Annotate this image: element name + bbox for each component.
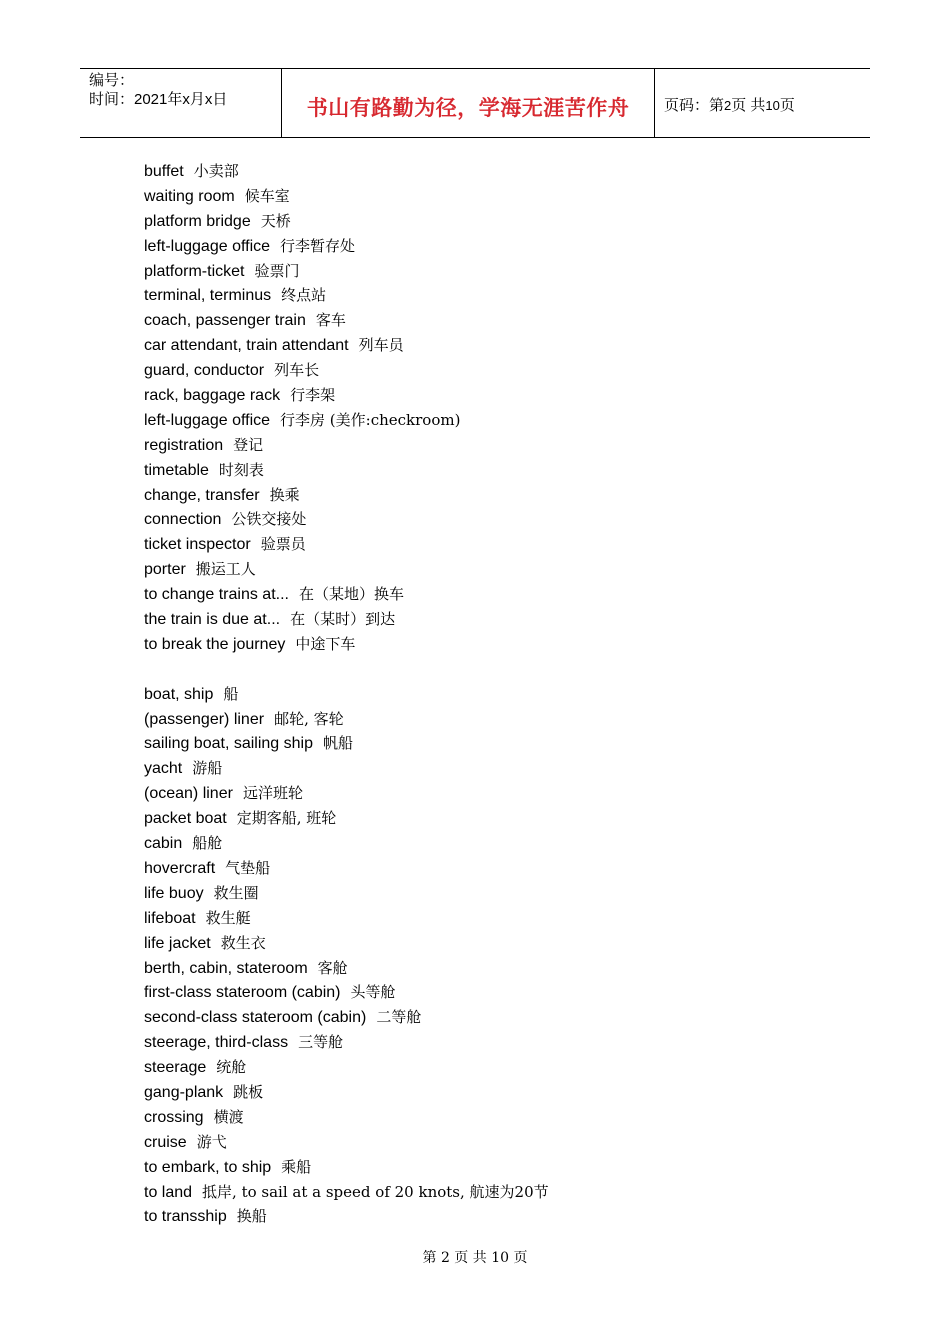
chinese-translation: 换船 [236,1207,267,1226]
rail-vocabulary-section [144,159,549,657]
chinese-translation: 统舱 [216,1058,247,1077]
page-prefix: 页码：第 [664,97,725,114]
chinese-translation: 乘船 [281,1157,312,1176]
chinese-translation: 二等舱 [376,1008,422,1027]
english-term: coach, passenger train [144,312,306,330]
english-term: crossing [144,1108,204,1126]
chinese-translation: 救生衣 [220,933,266,952]
page-total: 10 [765,98,780,113]
vocabulary-entry [144,931,549,956]
chinese-translation: 救生圈 [213,883,259,902]
chinese-translation: 换乘 [269,485,300,504]
vocabulary-entry [144,682,549,707]
vocabulary-entry [144,1105,549,1130]
english-term: change, transfer [144,486,260,504]
header-motto-cell [282,69,655,137]
english-term: rack, baggage rack [144,387,281,405]
chinese-translation: 行李架 [290,386,336,405]
vocabulary-entry [144,557,549,582]
section-gap [144,657,549,682]
english-term: to change trains at... [144,586,289,604]
chinese-translation: 在（某地）换车 [298,585,404,604]
chinese-translation: 公铁交接处 [231,510,307,529]
chinese-translation: 定期客船, 班轮 [236,809,337,828]
vocabulary-entry [144,756,549,781]
chinese-translation: 行李暂存处 [280,236,356,255]
english-term: to land [144,1183,193,1201]
vocabulary-entry [144,159,549,184]
vocabulary-entry [144,582,549,607]
document-time-label: 时间：2021年x月x日 [89,91,228,108]
vocabulary-entry [144,333,549,358]
english-term: cabin [144,835,183,853]
vocabulary-entry [144,881,549,906]
english-term: life jacket [144,934,211,952]
page-header [80,68,870,138]
vocabulary-entry [144,1030,549,1055]
vocabulary-entry [144,1080,549,1105]
english-term: platform-ticket [144,262,245,280]
chinese-translation: 时刻表 [218,460,264,479]
vocabulary-entry [144,856,549,881]
english-term: (passenger) liner [144,710,265,728]
vocabulary-entry [144,383,549,408]
english-term: terminal, terminus [144,287,272,305]
english-term: cruise [144,1133,187,1151]
chinese-translation: 终点站 [281,286,327,305]
chinese-translation: 三等舱 [298,1033,344,1052]
english-term: gang-plank [144,1083,224,1101]
english-term: lifeboat [144,909,196,927]
chinese-translation: 验票员 [260,535,306,554]
ship-vocabulary-section [144,682,549,1230]
vocabulary-entry [144,731,549,756]
english-term: sailing boat, sailing ship [144,735,313,753]
chinese-translation: 列车长 [274,361,320,380]
vocabulary-entry [144,831,549,856]
vocabulary-entry [144,781,549,806]
english-term: platform bridge [144,212,251,230]
english-term: to break the journey [144,635,286,653]
chinese-translation: 帆船 [323,734,354,753]
vocabulary-entry [144,980,549,1005]
english-term: left-luggage office [144,411,271,429]
chinese-translation: 中途下车 [295,634,356,653]
english-term: buffet [144,163,184,180]
chinese-translation: 在（某时）到达 [290,610,396,629]
chinese-translation: 客舱 [317,958,348,977]
vocabulary-entry [144,433,549,458]
vocabulary-entry [144,308,549,333]
english-term: to embark, to ship [144,1158,272,1176]
chinese-translation: 游船 [192,759,223,778]
english-term: first-class stateroom (cabin) [144,984,341,1002]
vocabulary-entry [144,1005,549,1030]
english-term: yacht [144,760,183,778]
english-term: ticket inspector [144,536,251,554]
english-term: (ocean) liner [144,785,233,803]
english-term: connection [144,511,222,529]
page-footer: 第 2 页 共 10 页 [422,1250,528,1266]
english-term: timetable [144,461,209,479]
chinese-translation: 天桥 [260,211,291,230]
vocabulary-entry [144,632,549,657]
header-page-cell [655,69,870,137]
chinese-translation: 抵岸, to sail at a speed of 20 knots, 航速为20节 [202,1182,549,1201]
chinese-translation: 救生艇 [205,908,251,927]
vocabulary-entry [144,607,549,632]
vocabulary-entry [144,1155,549,1180]
english-term: car attendant, train attendant [144,337,349,355]
vocabulary-entry [144,234,549,259]
vocabulary-entry [144,408,549,433]
english-term: second-class stateroom (cabin) [144,1009,367,1027]
vocabulary-entry [144,483,549,508]
english-term: steerage, third-class [144,1034,289,1052]
document-number-label: 编号： [89,72,135,89]
vocabulary-entry [144,283,549,308]
motto-text: 书山有路勤为径，学海无涯苦作舟 [306,96,630,120]
english-term: guard, conductor [144,362,265,380]
english-term: life buoy [144,884,204,902]
english-term: boat, ship [144,685,214,703]
vocabulary-entry [144,806,549,831]
chinese-translation: 远洋班轮 [242,784,303,803]
vocabulary-entry [144,956,549,981]
vocabulary-entry [144,259,549,284]
chinese-translation: 邮轮, 客轮 [274,709,344,728]
english-term: packet boat [144,810,227,828]
header-meta-cell [80,69,282,137]
vocabulary-entry [144,532,549,557]
english-term: hovercraft [144,859,216,877]
vocabulary-entry [144,507,549,532]
page-mid: 页 共 [731,97,766,114]
vocabulary-entry [144,184,549,209]
chinese-translation: 头等舱 [350,983,396,1002]
chinese-translation: 验票门 [254,261,300,280]
english-term: porter [144,561,186,579]
chinese-translation: 小卖部 [193,162,239,180]
chinese-translation: 列车员 [358,336,404,355]
english-term: the train is due at... [144,611,281,629]
chinese-translation: 登记 [233,435,264,454]
chinese-translation: 跳板 [233,1082,264,1101]
chinese-translation: 横渡 [213,1107,244,1126]
english-term: waiting room [144,187,235,205]
vocabulary-entry [144,1130,549,1155]
chinese-translation: 游弋 [196,1132,227,1151]
chinese-translation: 行李房 (美作:checkroom) [280,410,461,429]
chinese-translation: 船 [223,684,239,703]
vocabulary-entry [144,1204,549,1229]
vocabulary-entry [144,707,549,732]
english-term: berth, cabin, stateroom [144,959,308,977]
vocabulary-list [144,159,549,1229]
vocabulary-entry [144,458,549,483]
vocabulary-entry [144,906,549,931]
page-suffix: 页 [779,97,795,114]
chinese-translation: 客车 [315,311,346,330]
english-term: steerage [144,1059,207,1077]
english-term: to transship [144,1208,227,1226]
english-term: registration [144,436,224,454]
page-indicator [664,94,795,115]
page-current: 2 [724,98,732,113]
chinese-translation: 搬运工人 [195,560,256,579]
chinese-translation: 气垫船 [225,858,271,877]
english-term: left-luggage office [144,237,271,255]
vocabulary-entry [144,358,549,383]
vocabulary-entry [144,1180,549,1205]
chinese-translation: 船舱 [192,834,223,853]
vocabulary-entry [144,209,549,234]
chinese-translation: 候车室 [244,186,290,205]
vocabulary-entry [144,1055,549,1080]
